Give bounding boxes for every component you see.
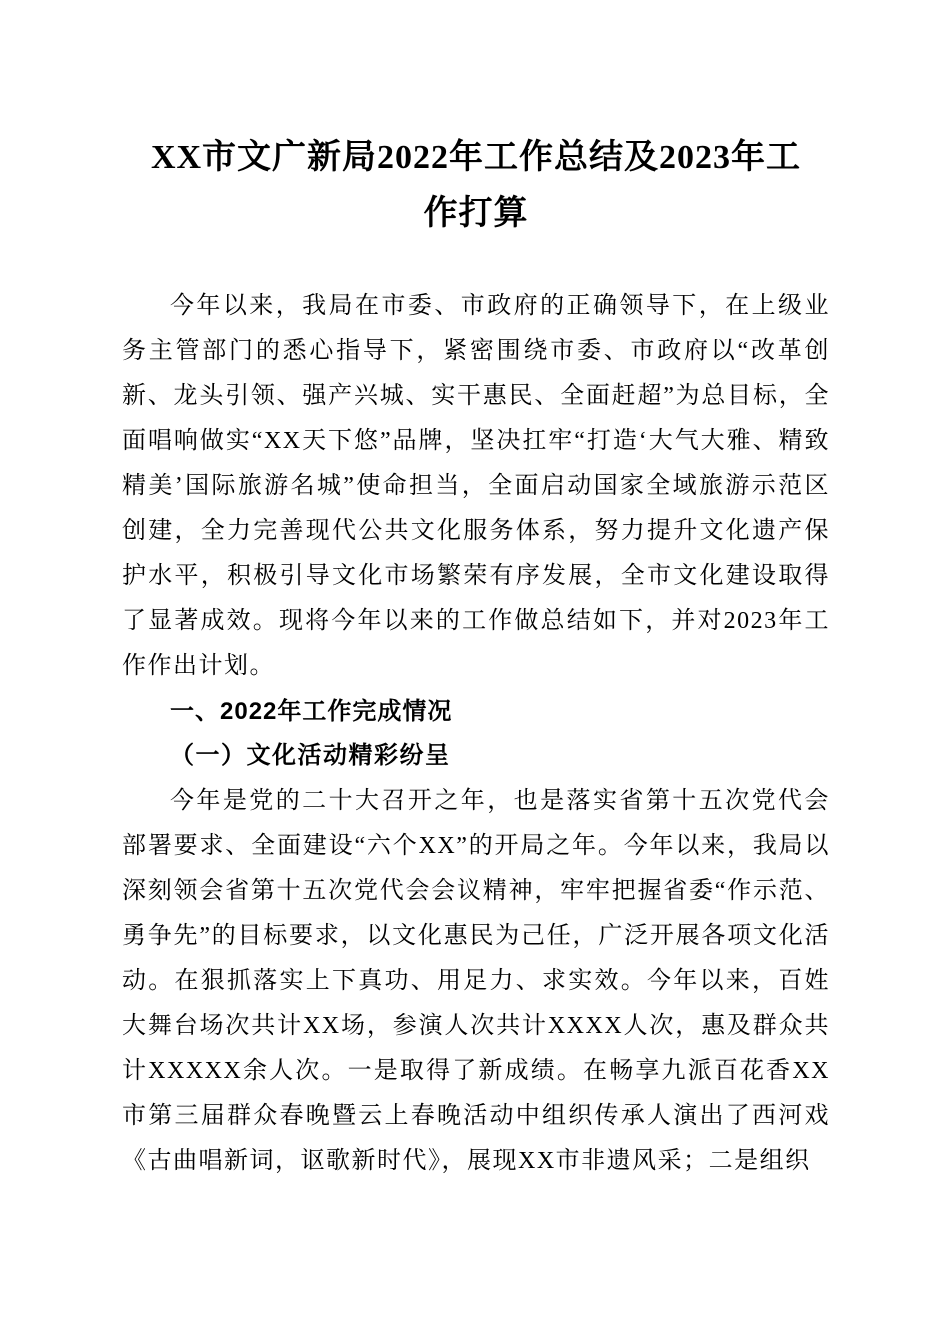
section-heading-2022-work: 一、2022年工作完成情况	[170, 698, 453, 725]
activities-paragraph: 今年是党的二十大召开之年，也是落实省第十五次党代会部署要求、全面建设“六个XX”的开局之年。今年以来，我局以深刻领会省第十五次党代会会议精神，牢牢把握省委“作示范、勇争先”的目标要求，以文化惠民为己任，广泛开展各项文化活动。在狠抓落实上下真功、用足力、求实效。今年以来，百姓大舞台场次共计XX场，参演人次共计XXXX人次，惠及群众共计XXXXX余人次。一是取得了新成绩。在畅享九派百花香XX市第三届群众春晚暨云上春晚活动中组织传承人演出了西河戏《古曲唱新词，讴歌新时代》，展现XX市非遗风采；二是组织	[122, 788, 830, 1174]
document-title-line-1: XX市文广新局2022年工作总结及2023年工	[150, 139, 802, 176]
document-title	[122, 130, 830, 242]
intro-paragraph: 今年以来，我局在市委、市政府的正确领导下，在上级业务主管部门的悉心指导下，紧密围绕市委、市政府以“改革创新、龙头引领、强产兴城、实干惠民、全面赶超”为总目标，全面唱响做实“XX天下悠”品牌，坚决扛牢“打造‘大气大雅、精致精美’国际旅游名城”使命担当，全面启动国家全域旅游示范区创建，全力完善现代公共文化服务体系，努力提升文化遗产保护水平，积极引导文化市场繁荣有序发展，全市文化建设取得了显著成效。现将今年以来的工作做总结如下，并对2023年工作作出计划。	[122, 293, 830, 679]
subsection-heading-cultural-activities: （一）文化活动精彩纷呈	[170, 743, 451, 769]
document-title-line-2: 作打算	[423, 195, 529, 232]
